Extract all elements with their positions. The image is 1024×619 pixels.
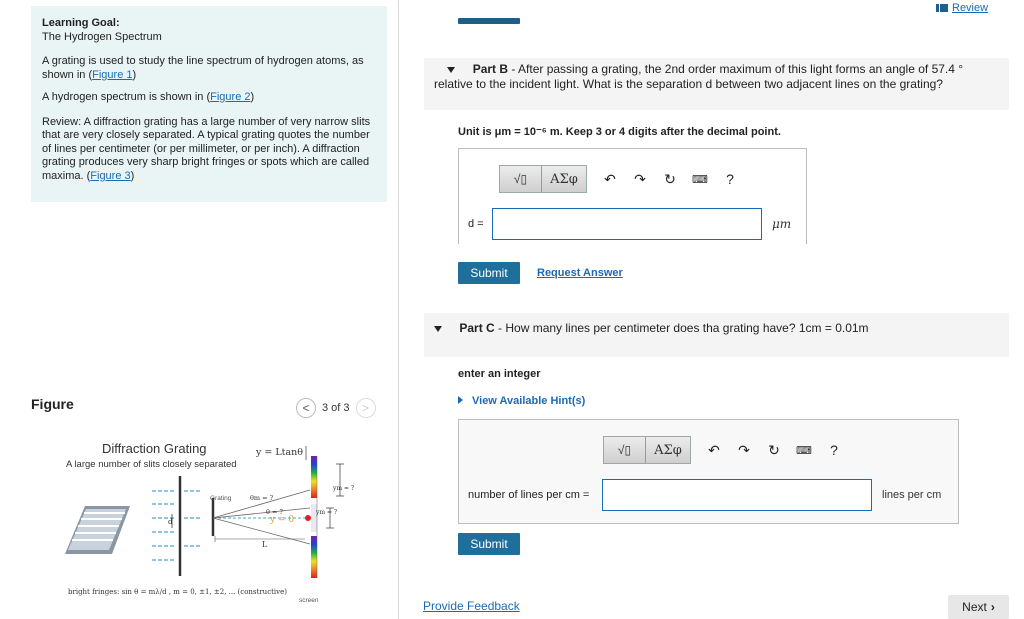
help-icon[interactable]: ? [830,442,838,458]
goal-paragraph-1: A grating is used to study the line spectrum of hydrogen atoms, as shown in (Figure 1) [42,55,364,81]
figure-pager [296,398,376,418]
lines-answer-input[interactable] [602,479,872,511]
learning-goal-title: The Hydrogen Spectrum [42,30,162,43]
part-b-question: - After passing a grating, the 2nd order maximum of this light forms an angle of 57.4 ° relative to the incident light. What is the separation d between two adjacent lines on the grating? [434,62,964,91]
template-button-group [499,165,587,193]
provide-feedback-link[interactable]: Provide Feedback [423,599,520,613]
diffraction-grating-figure [60,436,390,606]
figure-heading: Figure [31,396,74,412]
lines-unit-label: lines per cm [882,489,942,501]
screen-label: screen [299,597,319,604]
review-icon [936,4,948,12]
grating-label: Grating [210,495,232,502]
goal-paragraph-3: Review: A diffraction grating has a large number of very narrow slits that are very closely separated. A typical grating quotes the number of lines per centimeter (or per millimeter, or per inch). A diffraction grating produces very sharp bright fringes or spots which are called maxima. (Figure 3) [42,115,371,182]
figure-3-link[interactable]: Figure 3 [90,169,131,182]
part-c-submit-button[interactable]: Submit [458,533,520,555]
part-b-header[interactable] [424,58,1009,110]
progress-indicator [458,18,520,24]
keyboard-icon[interactable]: ⌨ [796,444,812,457]
part-c-question: - How many lines per centimeter does tha grating have? 1cm = 0.01m [494,321,869,335]
figure-prev-button[interactable]: < [296,398,316,418]
lines-variable-label: number of lines per cm = [468,489,590,501]
review-link[interactable]: Review [936,2,988,14]
y0-label: y = 0 [270,515,295,525]
collapse-caret-icon[interactable] [434,326,442,332]
reset-icon[interactable]: ↻ [664,170,676,187]
L-label: L [262,540,268,549]
undo-icon[interactable]: ↶ [604,170,616,187]
math-toolbar [499,164,745,194]
fringe-formula: bright fringes: sin θ = mλ/d , m = 0, ±1, ±2, ... (constructive) [68,588,287,596]
request-answer-link[interactable]: Request Answer [537,267,623,279]
figure-title: Diffraction Grating [102,441,207,456]
grating-plate-illustration [65,506,130,554]
greek-symbols-button[interactable]: ΑΣφ [646,437,690,463]
part-c-header[interactable] [424,313,1009,357]
figure-counter: 3 of 3 [322,402,350,414]
view-hints-link[interactable]: View Available Hint(s) [458,395,585,407]
part-b-instruction: Unit is μm = 10⁻⁶ m. Keep 3 or 4 digits after the decimal point. [458,126,781,138]
figure-eq-y: y = Ltanθ [256,447,303,458]
math-template-button[interactable]: √▯ [604,437,646,463]
goal-paragraph-2: A hydrogen spectrum is shown in (Figure 2) [42,91,255,103]
ym-label: ym = ? [333,485,355,492]
theta-label: θ = ? [266,508,283,516]
d-unit-label: μm [772,217,792,231]
d-variable-label: d = [468,218,484,230]
redo-icon[interactable]: ↷ [634,170,646,187]
math-template-button[interactable]: √▯ [500,166,542,192]
undo-icon[interactable]: ↶ [708,441,720,458]
learning-goal-heading: Learning Goal: [42,17,120,29]
reset-icon[interactable]: ↻ [768,441,780,458]
help-icon[interactable]: ? [726,171,734,187]
d-answer-input[interactable] [492,208,762,240]
collapse-caret-icon[interactable] [447,67,455,73]
figure-1-link[interactable]: Figure 1 [92,68,133,81]
keyboard-icon[interactable]: ⌨ [692,173,708,186]
next-button[interactable]: Next › [948,595,1009,619]
part-c-label: Part C [459,321,495,335]
part-b-input-row [468,208,791,240]
theta-m-label: θm = ? [250,494,274,502]
figure-2-link[interactable]: Figure 2 [210,91,251,103]
math-toolbar [603,435,849,465]
template-button-group [603,436,691,464]
greek-symbols-button[interactable]: ΑΣφ [542,166,586,192]
chevron-right-icon: › [990,600,995,614]
part-b-submit-button[interactable]: Submit [458,262,520,284]
figure-next-button[interactable]: > [356,398,376,418]
expand-triangle-icon [458,396,463,404]
figure-subtitle: A large number of slits closely separated [66,459,237,470]
part-b-label: Part B [472,62,509,76]
column-divider [398,0,399,619]
part-c-input-row [468,479,941,511]
d-label: d [168,518,173,526]
ym2-label: ym = ? [316,509,338,516]
learning-goal-panel [31,6,387,202]
part-c-instruction: enter an integer [458,368,541,380]
redo-icon[interactable]: ↷ [738,441,750,458]
